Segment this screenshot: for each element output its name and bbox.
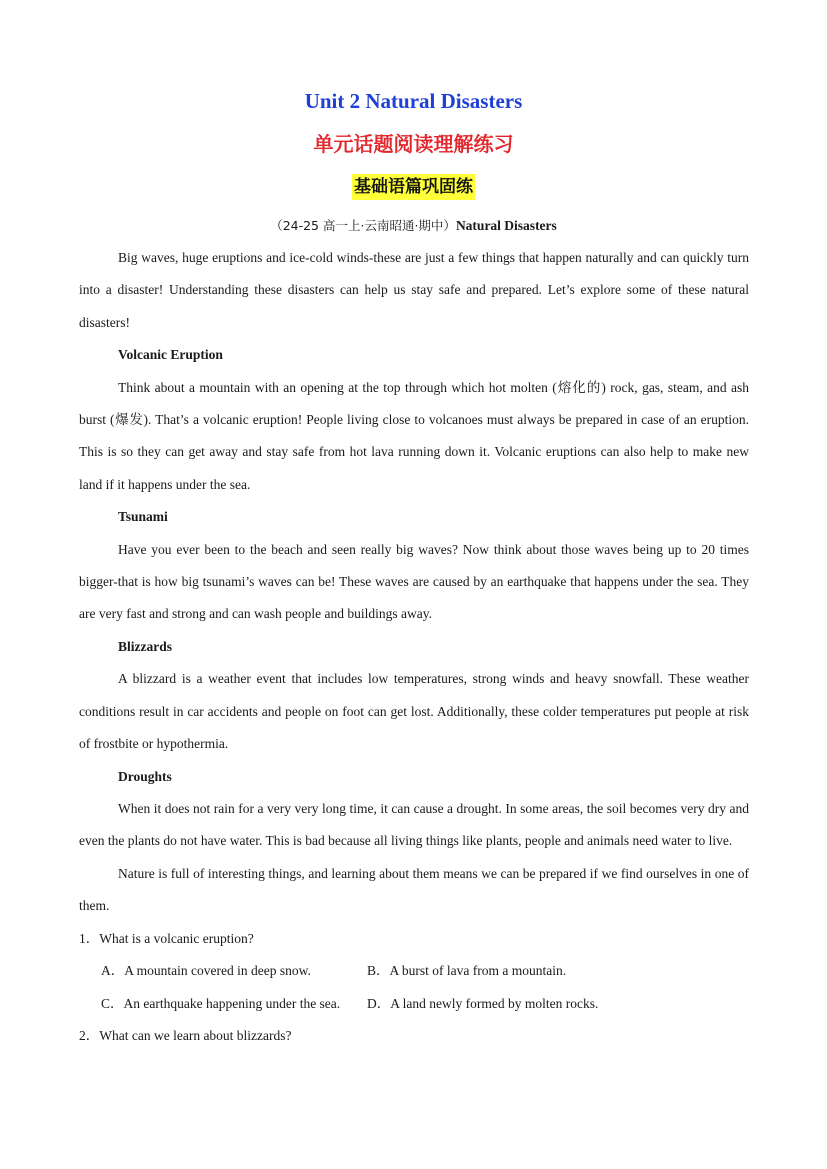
question-1-option-a: A．A mountain covered in deep snow. (101, 963, 311, 979)
question-2-stem: 2．What can we learn about blizzards? (79, 1028, 292, 1044)
paragraph-tsunami: Have you ever been to the beach and seen really big waves? Now think about those waves being up to 20 times bigger-that is how big tsunami’s waves can be! These waves are caused by an earthquake that happens under the sea. They are very fast and strong and can wash people and buildings away. (79, 541, 749, 622)
heading-tsunami: Tsunami (118, 509, 168, 525)
source-note: （24-25 高一上·云南昭通·期中） (270, 218, 456, 233)
passage-title: Natural Disasters (455, 218, 557, 233)
paragraph-droughts: When it does not rain for a very very long time, it can cause a drought. In some areas, the soil becomes very dry and even the plants do not have water. This is bad because all living things like plants, people and animals need water to live. (79, 800, 749, 849)
unit-title: Unit 2 Natural Disasters (304, 89, 523, 113)
question-1-option-d: D．A land newly formed by molten rocks. (367, 995, 599, 1011)
paragraph-volcanic-eruption: Think about a mountain with an opening at the top through which hot molten (熔化的) rock, gas, steam, and ash burst (爆发). That’s a volcanic eruption! People living close to volcanoes must always be prepared in case of an eruption. This is so they can get away and stay safe from hot lava running down it. Volcanic eruptions can also help to make new land if it happens under the sea. (79, 379, 749, 492)
section-label: 基础语篇巩固练 (352, 174, 475, 200)
heading-droughts: Droughts (118, 768, 172, 784)
closing-paragraph: Nature is full of interesting things, and learning about them means we can be prepared if we find ourselves in one of them. (79, 865, 749, 914)
question-1-options-row-2 (79, 988, 749, 1021)
question-1-option-c: C．An earthquake happening under the sea. (101, 995, 341, 1011)
question-1-option-b: B．A burst of lava from a mountain. (367, 963, 567, 979)
paragraph-blizzards: A blizzard is a weather event that includes low temperatures, strong winds and heavy snowfall. These weather conditions result in car accidents and people on foot can get lost. Additionally, these colder temperatures put people at risk of frostbite or hypothermia. (79, 671, 749, 752)
intro-paragraph: Big waves, huge eruptions and ice-cold winds-these are just a few things that happen naturally and can quickly turn into a disaster! Understanding these disasters can help us stay safe and prepared. Let’s explore some of these natural disasters! (79, 250, 749, 330)
article-body (79, 242, 749, 1053)
question-1-stem: 1．What is a volcanic eruption? (79, 930, 254, 946)
section-label-wrap (0, 174, 827, 200)
unit-subtitle: 单元话题阅读理解练习 (313, 132, 514, 156)
heading-blizzards: Blizzards (118, 638, 172, 654)
question-1-options-row-1 (79, 955, 749, 988)
heading-volcanic-eruption: Volcanic Eruption (118, 347, 223, 363)
source-line (0, 216, 827, 236)
